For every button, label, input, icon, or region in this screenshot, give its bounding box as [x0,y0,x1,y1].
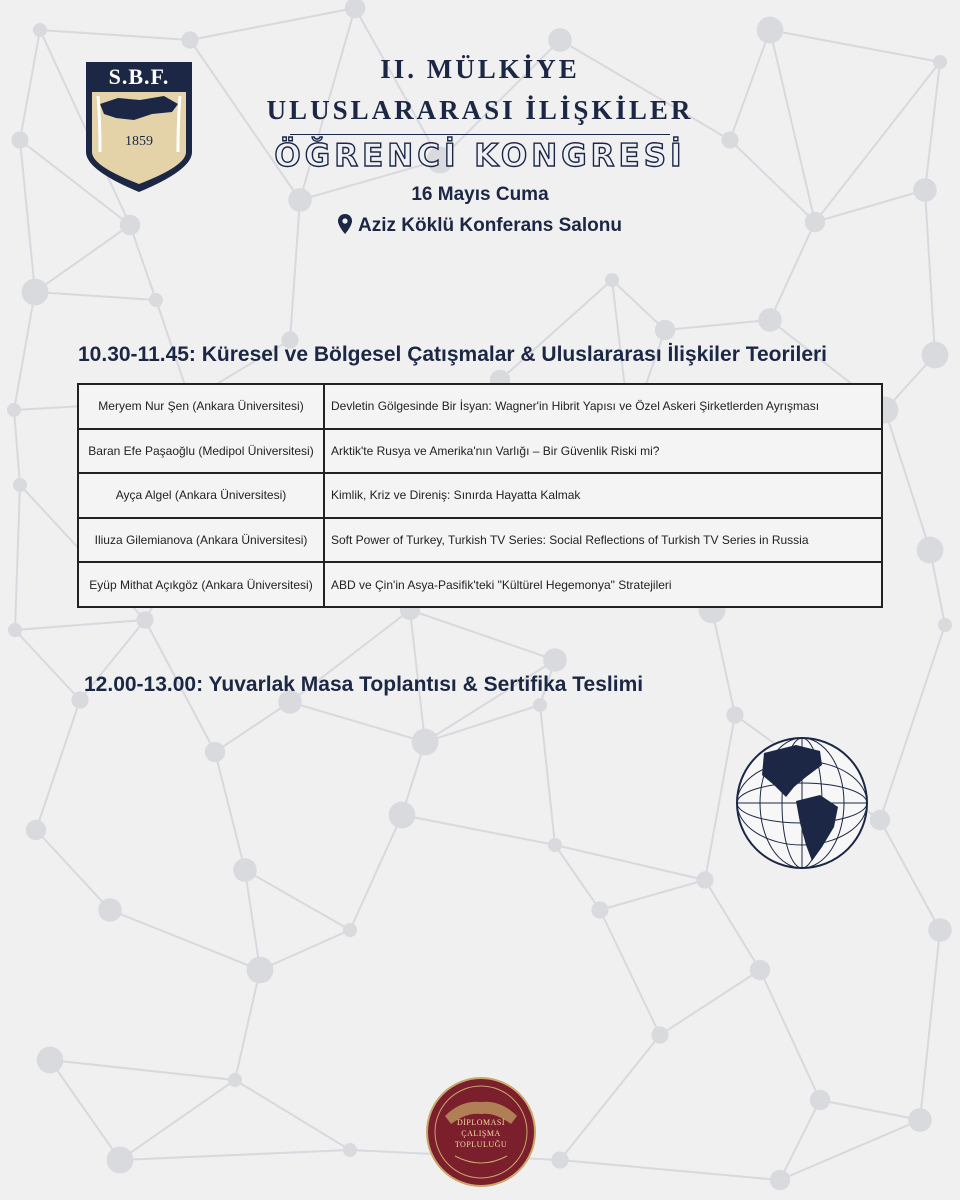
topic-cell: Soft Power of Turkey, Turkish TV Series: Social Reflections of Turkish TV Series in Russia [324,518,882,563]
title-line-1: II. MÜLKİYE [380,54,580,84]
event-venue [240,214,720,240]
table-row [78,384,882,429]
speaker-cell: Baran Efe Paşaoğlu (Medipol Üniversitesi) [78,429,324,474]
club-name-line-3: TOPLULUĞU [454,1140,508,1149]
club-logo [425,1076,537,1188]
sbf-year: 1859 [125,134,153,149]
venue-label: Aziz Köklü Konferans Salonu [358,215,622,236]
congress-title [240,52,720,173]
speaker-cell: Eyüp Mithat Açıkgöz (Ankara Üniversitesi) [78,562,324,607]
speaker-cell: Ayça Algel (Ankara Üniversitesi) [78,473,324,518]
event-date: 16 Mayıs Cuma [411,184,549,205]
club-name [425,1117,537,1150]
sbf-logo [82,60,196,194]
club-name-line-2: ÇALIŞMA [461,1129,501,1138]
topic-cell: Arktik'te Rusya ve Amerika'nın Varlığı – Bir Güvenlik Riski mi? [324,429,882,474]
title-line-3: ÖĞRENCİ KONGRESİ [274,138,686,174]
location-pin-icon [338,214,352,240]
topic-cell: ABD ve Çin'in Asya-Pasifik'teki "Kültürel Hegemonya" Stratejileri [324,562,882,607]
table-row [78,562,882,607]
topic-cell: Kimlik, Kriz ve Direniş: Sınırda Hayatta Kalmak [324,473,882,518]
title-divider [290,134,670,135]
topic-cell: Devletin Gölgesinde Bir İsyan: Wagner'in Hibrit Yapısı ve Özel Askeri Şirketlerden Ayrışması [324,384,882,429]
globe-icon [734,735,870,871]
title-line-2: ULUSLARARASI İLİŞKİLER [266,95,694,125]
schedule-table [77,383,883,608]
session-2-heading: 12.00-13.00: Yuvarlak Masa Toplantısı & Sertifika Teslimi [84,673,644,696]
table-row [78,473,882,518]
sbf-letters: S.B.F. [108,64,170,89]
speaker-cell: Iliuza Gilemianova (Ankara Üniversitesi) [78,518,324,563]
session-1-heading: 10.30-11.45: Küresel ve Bölgesel Çatışmalar & Uluslararası İlişkiler Teorileri [78,343,828,366]
table-row [78,518,882,563]
speaker-cell: Meryem Nur Şen (Ankara Üniversitesi) [78,384,324,429]
table-row [78,429,882,474]
club-name-line-1: DİPLOMASİ [456,1118,506,1127]
